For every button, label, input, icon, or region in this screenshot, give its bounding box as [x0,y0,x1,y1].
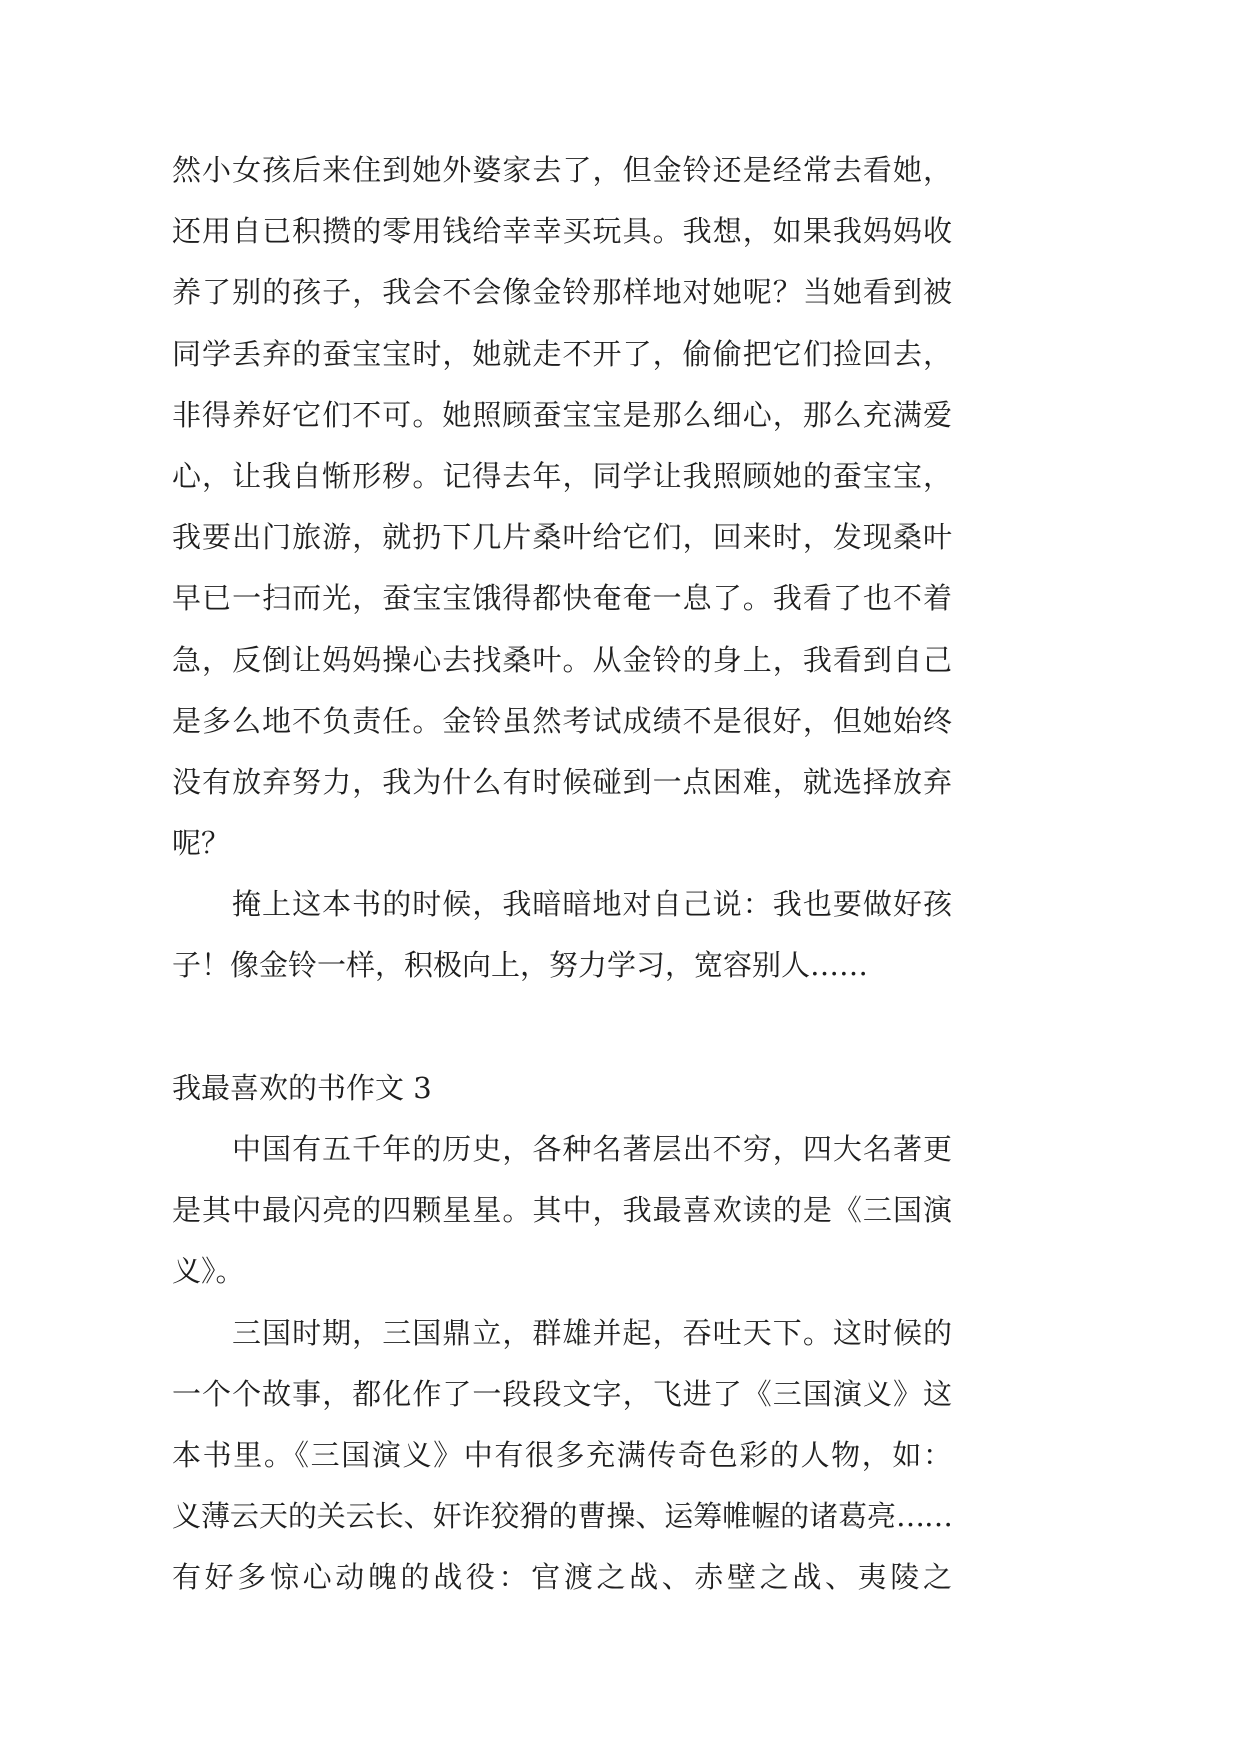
text-line: 是其中最闪亮的四颗星星。其中，我最喜欢读的是《三国演 [172,1193,952,1228]
text-line: 急，反倒让妈妈操心去找桑叶。从金铃的身上，我看到自己 [172,642,952,677]
text-line: 同学丢弃的蚕宝宝时，她就走不开了，偷偷把它们捡回去， [172,336,952,371]
text-line: 养了别的孩子，我会不会像金铃那样地对她呢？当她看到被 [172,275,952,310]
text-line: 中国有五千年的历史，各种名著层出不穷，四大名著更 [232,1132,952,1166]
text-line: 呢？ [172,826,231,861]
paragraph [172,1303,952,1609]
text-line: 还用自已积攒的零用钱给幸幸买玩具。我想，如果我妈妈收 [172,214,952,249]
text-line: 掩上这本书的时候，我暗暗地对自己说：我也要做好孩 [232,887,952,922]
text-line: 一个个故事，都化作了一段段文字，飞进了《三国演义》这 [172,1376,952,1411]
text-line: 非得养好它们不可。她照顾蚕宝宝是那么细心，那么充满爱 [172,397,952,432]
paragraph-continuation [172,140,952,874]
text-line: 早已一扫而光，蚕宝宝饿得都快奄奄一息了。我看了也不着 [172,581,952,616]
text-line: 没有放弃努力，我为什么有时候碰到一点困难，就选择放弃 [172,764,952,799]
text-line: 子！像金铃一样，积极向上，努力学习，宽容别人…… [172,948,869,983]
blank-line [172,997,952,1058]
text-line: 义》。 [172,1254,245,1289]
text-line: 心，让我自惭形秽。记得去年，同学让我照顾她的蚕宝宝， [172,458,952,493]
paragraph [172,1119,952,1303]
text-line: 有好多惊心动魄的战役：官渡之战、赤壁之战、夷陵之 [172,1560,952,1595]
text-line: 是多么地不负责任。金铃虽然考试成绩不是很好，但她始终 [172,703,952,738]
text-line: 我要出门旅游，就扔下几片桑叶给它们，回来时，发现桑叶 [172,520,952,555]
text-line: 然小女孩后来住到她外婆家去了，但金铃还是经常去看她， [172,153,952,187]
text-line: 义薄云天的关云长、奸诈狡猾的曹操、运筹帷幄的诸葛亮…… [172,1499,952,1534]
essay-title: 我最喜欢的书作文 3 [172,1070,432,1105]
text-line: 本书里。《三国演义》中有很多充满传奇色彩的人物，如： [172,1437,952,1472]
paragraph [172,874,952,996]
document-text [172,140,952,1609]
text-line: 三国时期，三国鼎立，群雄并起，吞吐天下。这时候的 [232,1315,952,1350]
